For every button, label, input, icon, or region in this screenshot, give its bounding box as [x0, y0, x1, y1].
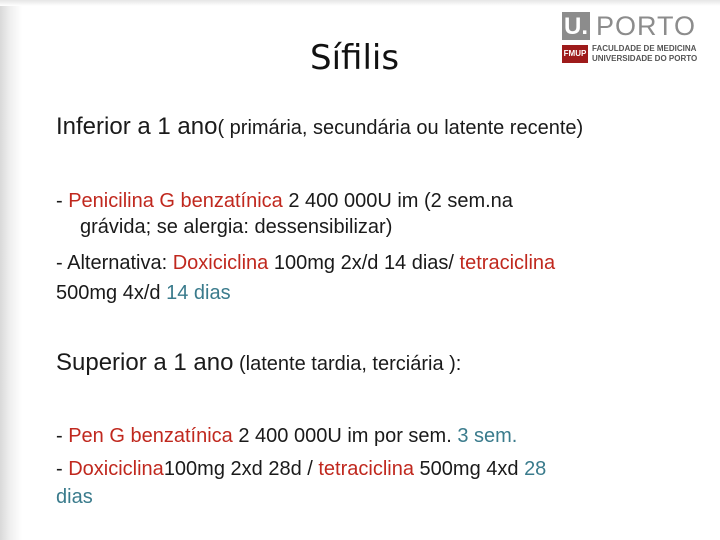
logo-faculty-line2: UNIVERSIDADE DO PORTO — [592, 54, 698, 63]
section1-line3-pre: - Alternativa: — [56, 252, 173, 274]
section1-heading — [56, 114, 583, 141]
section2-line2-mid2: 500mg 4xd — [413, 458, 525, 480]
section1-dash: - — [56, 190, 69, 212]
slide-title: Sífilis — [310, 38, 400, 78]
slide-top-shadow — [0, 0, 720, 6]
uporto-logo — [562, 12, 712, 74]
duration-28: 28 — [524, 458, 547, 480]
section1-line1-rest: 2 400 000U im (2 sem.na — [282, 190, 513, 212]
duration-dias: dias — [56, 486, 93, 508]
section2-line2-mid: 100mg 2xd 28d / — [163, 458, 319, 480]
section2-line2 — [56, 456, 546, 482]
drug-doxiciclina-2: Doxiciclina — [68, 458, 164, 480]
section2-heading-sub: (latente tardia, terciária ): — [233, 353, 462, 375]
section2-line3 — [56, 484, 93, 510]
logo-fmup-badge: FMUP — [562, 45, 588, 63]
logo-faculty-line1: FACULDADE DE MEDICINA — [592, 44, 697, 53]
slide-left-shadow — [0, 0, 22, 540]
duration-14-dias: 14 dias — [166, 282, 231, 304]
drug-tetraciclina-2: tetraciclina — [318, 458, 414, 480]
duration-3-sem: 3 sem. — [457, 425, 518, 447]
section1-line3 — [56, 250, 555, 276]
section1-heading-sub: ( primária, secundária ou latente recente) — [217, 117, 584, 139]
logo-porto-text: PORTO — [596, 11, 697, 41]
section2-line1 — [56, 423, 517, 449]
drug-tetraciclina: tetraciclina — [459, 252, 556, 274]
section2-heading-main: Superior a 1 ano — [56, 349, 234, 376]
section1-line4 — [56, 280, 231, 306]
section1-line1 — [56, 188, 513, 214]
logo-faculty-text — [592, 44, 697, 64]
drug-pen-g: Pen G benzatínica — [68, 425, 233, 447]
section2-line1-mid: 2 400 000U im por sem. — [232, 425, 458, 447]
section1-line4-pre: 500mg 4x/d — [56, 282, 167, 304]
logo-u-mark: U. — [564, 13, 588, 40]
section1-line2: grávida; se alergia: dessensibilizar) — [80, 216, 393, 238]
section1-line3-mid: 100mg 2x/d 14 dias/ — [268, 252, 460, 274]
section2-line2-pre: - — [56, 458, 69, 480]
section1-heading-main: Inferior a 1 ano — [56, 113, 218, 140]
section2-line1-pre: - — [56, 425, 69, 447]
section2-heading — [56, 350, 461, 377]
drug-doxiciclina: Doxiciclina — [172, 252, 269, 274]
drug-penicilina: Penicilina G benzatínica — [68, 190, 283, 212]
